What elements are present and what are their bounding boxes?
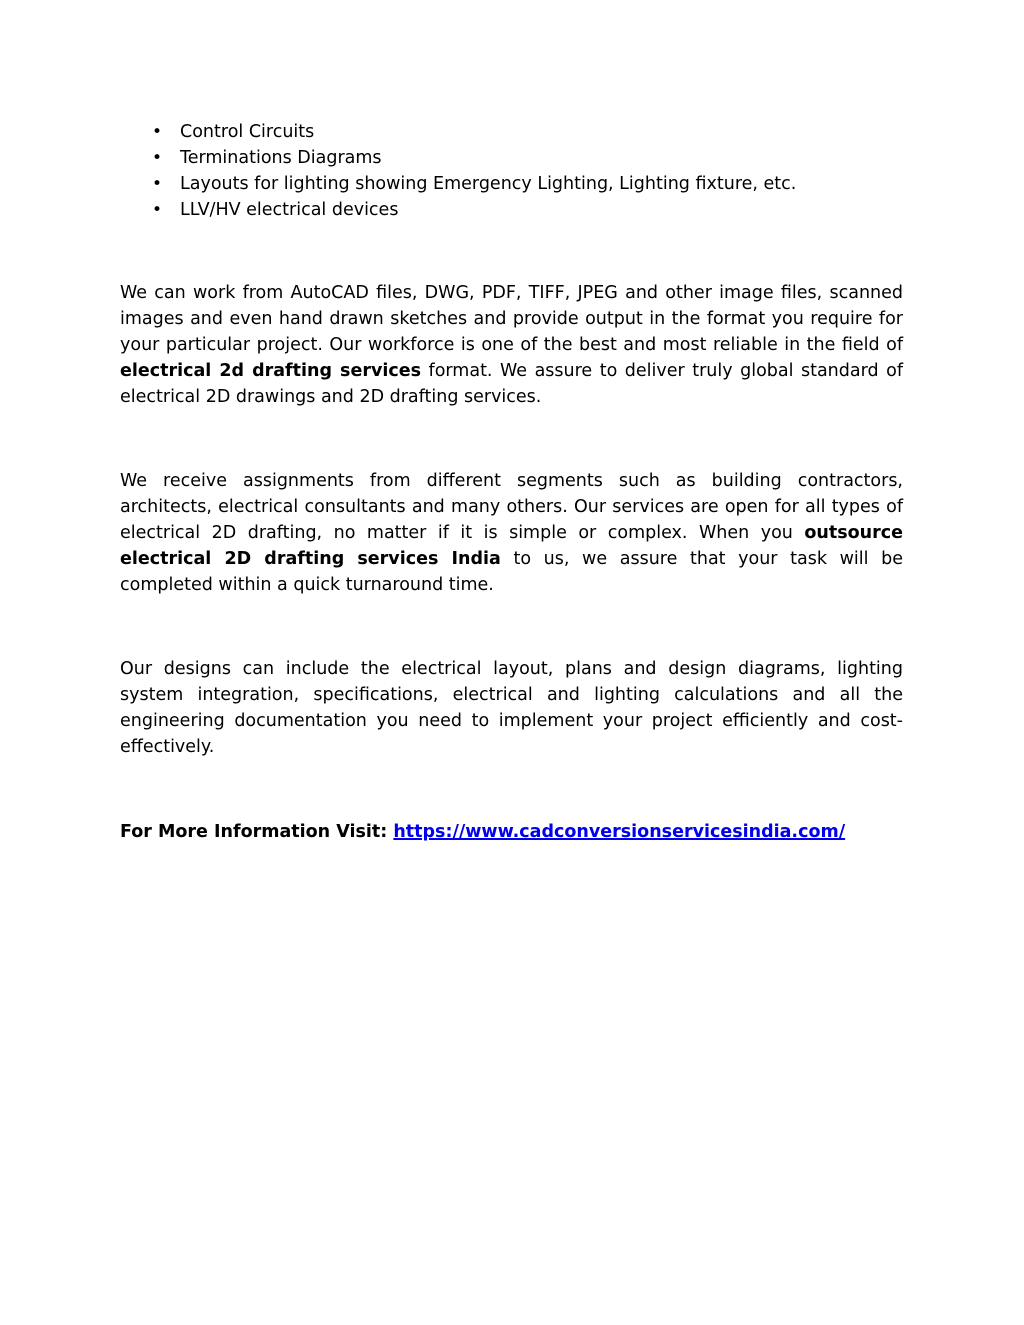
bold-keyword: electrical 2d drafting services xyxy=(120,360,422,381)
website-link[interactable]: https://www.cadconversionservicesindia.com/ xyxy=(393,822,846,842)
list-item xyxy=(120,197,910,223)
list-item-text: Control Circuits xyxy=(180,122,315,142)
list-item-text: Layouts for lighting showing Emergency Lighting, Lighting fixture, etc. xyxy=(180,174,797,194)
more-info-line xyxy=(120,819,910,845)
bold-keyword: outsource electrical 2D drafting services India xyxy=(120,522,903,569)
bullet-icon: • xyxy=(152,174,163,194)
list-item-text: Terminations Diagrams xyxy=(180,148,382,168)
list-item-text: LLV/HV electrical devices xyxy=(180,200,399,220)
paragraph-assignments xyxy=(120,469,903,599)
bullet-icon: • xyxy=(152,148,163,168)
paragraph-text: Our designs can include the electrical layout, plans and design diagrams, lighting system integration, specifications, electrical and lighting calculations and all the engineering documentation you need to implement your project efficiently and cost-effectively. xyxy=(120,659,903,757)
paragraph-text: We receive assignments from different segments such as building contractors, architects, electrical consultants and many others. Our services are open for all types of electrical 2D drafting, no matter if it is simple or complex. When you xyxy=(120,471,903,543)
bullet-icon: • xyxy=(152,200,163,220)
more-info-label: For More Information Visit: xyxy=(120,822,394,842)
paragraph-designs xyxy=(120,657,903,761)
paragraph-text: We can work from AutoCAD files, DWG, PDF, TIFF, JPEG and other image files, scanned images and even hand drawn sketches and provide output in the format you require for your particular project. Our workforce is one of the best and most reliable in the field of xyxy=(120,283,903,355)
list-item xyxy=(120,119,910,145)
paragraph-text: to us, we assure that your task will be completed within a quick turnaround time. xyxy=(120,548,903,595)
paragraph-text: format. We assure to deliver truly global standard of electrical 2D drawings and 2D drafting services. xyxy=(120,360,903,407)
services-bullet-list xyxy=(120,119,910,223)
list-item xyxy=(120,171,910,197)
list-item xyxy=(120,145,910,171)
bullet-icon: • xyxy=(152,122,163,142)
paragraph-file-formats xyxy=(120,281,903,411)
